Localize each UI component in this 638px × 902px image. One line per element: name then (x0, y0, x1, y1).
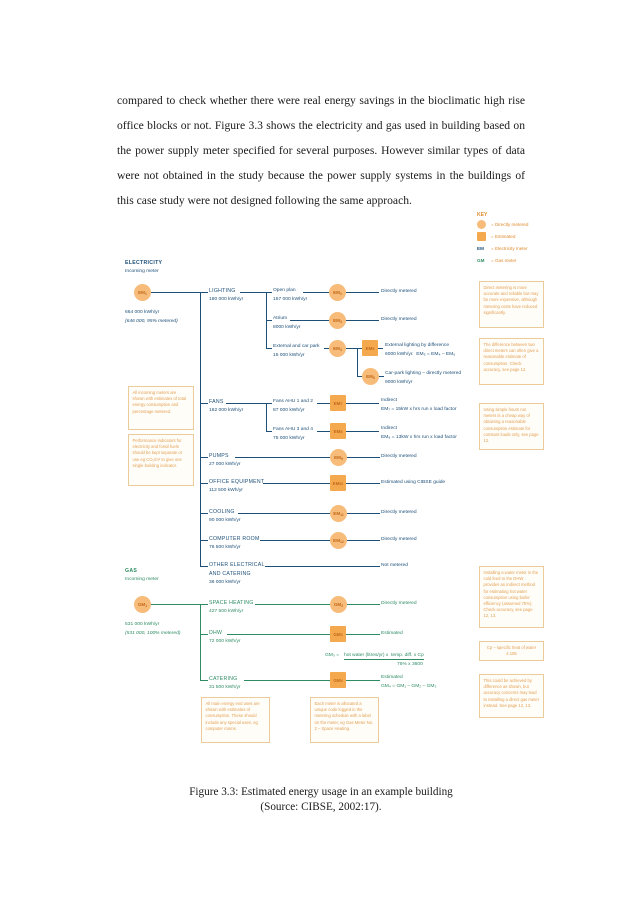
meter-gm3 (330, 626, 346, 642)
branch-line (200, 566, 208, 567)
branch-fans-value: 162 000 kWh/yr (209, 408, 244, 413)
branch-pumps-name: PUMPS (209, 453, 229, 459)
note-hours-run-meters: Using simple hours run meters is a cheap way of obtaining a reasonable consumption estimate for constant loads only, see page 12. (479, 403, 544, 450)
branch-catering-name: CATERING (209, 676, 238, 682)
branch-line (235, 457, 331, 458)
result-line (346, 403, 379, 404)
subbranch-line (317, 431, 331, 432)
result-line (347, 513, 380, 514)
branch-line (226, 403, 267, 404)
key-item-estimated (477, 231, 528, 242)
meter-em8 (330, 423, 346, 439)
meter-subscript: 4 (340, 347, 342, 352)
subbranch-line (303, 292, 330, 293)
dhw-formula-lead: GM₃ = (325, 653, 340, 658)
figure-caption (117, 785, 525, 815)
diagram-key (477, 212, 528, 266)
branch-cooling-name: COOLING (209, 509, 235, 515)
result-line (378, 348, 383, 349)
meter-subscript: 10 (339, 482, 344, 487)
note-performance-indicators: Performance indicators for electricity and fossil fuels should be kept separate or use eg CO₂/m² to give one single building indicator. (128, 434, 194, 486)
meter-subscript: 9 (341, 456, 343, 461)
result-office: Estimated using CIBSE guide (381, 480, 446, 485)
key-label: = Gas meter (491, 258, 517, 263)
body-paragraph: compared to check whether there were real energy savings in the bioclimatic high rise office blocks or not. Figure 3.3 shows the electricity and gas used in building based on the power supply meter specified for several purposes. However similar types of data were not obtained in the study because the power supply systems in the buildings of this case study were not designed following the same approach. (117, 94, 525, 207)
gas-trunk-line (151, 604, 201, 605)
result-other: Not metered (381, 563, 408, 568)
meter-subscript: 12 (340, 539, 344, 544)
sub-fans34-value: 75 000 kWh/yr (273, 436, 305, 441)
meter-label: EM (334, 455, 341, 460)
figure-diagram (0, 200, 638, 770)
branch-line (200, 292, 208, 293)
branch-other-value: 36 000 kWh/yr (209, 580, 241, 585)
meter-subscript: 5 (372, 347, 375, 352)
result-carpark-2: 9000 kWh/yr (385, 380, 413, 385)
sub-atrium-name: Atrium (273, 316, 288, 321)
branch-space-heating-name: SPACE HEATING (209, 600, 254, 606)
branch-dhw-name: DHW (209, 630, 223, 636)
result-cooling: Directly metered (381, 510, 417, 515)
branch-line (200, 513, 208, 514)
result-catering-2: GM₄ = GM₁ – GM₂ – GM₃ (381, 684, 437, 689)
gas-result-line (347, 604, 380, 605)
branch-fans-name: FANS (209, 399, 224, 405)
meter-subscript: 4 (340, 679, 343, 684)
gas-total: 531 000 kWh/yr (125, 622, 160, 627)
key-item-electricity-meter (477, 243, 528, 254)
meter-label: GM (333, 677, 341, 683)
meter-label: GM (333, 602, 342, 607)
key-item-directly-metered (477, 219, 528, 230)
result-pumps: Directly metered (381, 454, 417, 459)
sub-fans34-name: Fans AHU 3 and 4 (273, 427, 313, 432)
result-external-lighting-2: 6000 kWh/yr. EM₅ = EM₄ – EM₆ (385, 352, 456, 357)
result-dhw: Estimated (381, 631, 403, 636)
branch-line (240, 292, 267, 293)
sub-open-plan-value: 157 000 kWh/yr (273, 297, 308, 302)
fans-vertical (266, 403, 267, 431)
meter-label: EM (333, 346, 340, 351)
note-incoming-meters: All incoming meters are shown with estimates of total energy consumption and percentage metered. (128, 386, 194, 430)
note-catering-difference: This could be achieved by difference as shown, but accuracy concerns may lead to installing a direct gas meter instead. See page 12, 13. (479, 674, 544, 718)
result-fans12-1: Indirect (381, 398, 398, 403)
meter-em12 (330, 532, 347, 549)
subbranch-line (266, 292, 272, 293)
branch-line (238, 513, 331, 514)
meter-subscript: 1 (145, 603, 148, 608)
subbranch-line (317, 403, 331, 404)
trunk-vertical (200, 292, 201, 566)
branch-line (200, 403, 208, 404)
branch-line (263, 483, 331, 484)
directly-metered-icon (477, 220, 486, 229)
branch-computer-name: COMPUTER ROOM (209, 536, 260, 542)
result-carpark-1: Car-park lighting – directly metered (385, 371, 462, 376)
meter-label: GM (137, 602, 146, 607)
result-fans34-2: EM₈ = 13kW x hrs run x load factor (381, 435, 457, 440)
electricity-subheading: Incoming meter (125, 269, 159, 274)
subbranch-line (266, 320, 272, 321)
meter-label: EM (333, 511, 341, 516)
result-atrium: Directly metered (381, 317, 417, 322)
dhw-formula-denominator: 75% x 3600 (397, 662, 423, 667)
result-line (346, 320, 379, 321)
result-external-lighting-1: External lighting by difference (385, 343, 450, 348)
meter-label: EM (365, 345, 373, 351)
meter-em5 (362, 340, 378, 356)
branch-other-name-2: AND CATERING (209, 571, 251, 577)
em-abbrev: EM (477, 246, 484, 251)
sub-fans12-value: 87 000 kWh/yr (273, 408, 305, 413)
meter-subscript: 2 (341, 603, 344, 608)
branch-other-name-1: OTHER ELECTRICAL (209, 562, 265, 568)
note-specific-heat: Cp – specific heat of water 4.185 (479, 641, 544, 661)
sub-open-plan-name: Open plan (273, 288, 296, 293)
branch-line (260, 540, 331, 541)
meter-em11 (330, 505, 347, 522)
key-title: KEY (477, 212, 488, 218)
result-line (347, 457, 380, 458)
meter-label: GM (333, 631, 341, 637)
electricity-total: 664 000 kWh/yr (125, 310, 160, 315)
sub-fans12-name: Fans AHU 1 and 2 (273, 399, 313, 404)
gas-branch-line (255, 604, 331, 605)
gm-abbrev: GM (477, 258, 485, 263)
key-item-gas-meter (477, 255, 528, 266)
result-space-heating: Directly metered (381, 601, 417, 606)
meter-subscript: 2 (340, 291, 342, 296)
gas-branch-line (200, 634, 208, 635)
meter-em3 (329, 312, 346, 329)
branch-lighting-value: 180 000 kWh/yr (209, 297, 244, 302)
branch-line (200, 457, 208, 458)
gas-result-line (346, 634, 380, 635)
key-label: = Directly metered (491, 222, 529, 227)
meter-label: EM (333, 400, 341, 406)
key-label: = Estimated (491, 234, 516, 239)
meter-subscript: 8 (340, 430, 343, 435)
subbranch-line (266, 403, 272, 404)
gas-result-line (346, 680, 380, 681)
meter-label: EM (138, 290, 145, 295)
trunk-line (151, 292, 201, 293)
meter-label: EM (333, 538, 341, 543)
meter-em9 (330, 449, 347, 466)
meter-subscript: 3 (340, 633, 343, 638)
meter-gm2 (330, 596, 347, 613)
meter-subscript: 7 (340, 402, 343, 407)
result-catering-1: Estimated (381, 675, 403, 680)
meter-subscript: 6 (373, 375, 375, 380)
meter-label: EM (333, 428, 341, 434)
meter-gm1 (134, 596, 151, 613)
meter-em4 (329, 340, 346, 357)
gas-trunk-vertical (200, 604, 201, 680)
meter-gm4 (330, 672, 346, 688)
electricity-heading: ELECTRICITY (125, 260, 163, 266)
caption-line-2: (Source: CIBSE, 2002:17). (260, 801, 382, 813)
meter-subscript: 11 (340, 512, 344, 517)
meter-label: EM (366, 374, 373, 379)
branch-office-value: 112 500 kWh/yr (209, 488, 243, 493)
meter-em1 (134, 284, 151, 301)
sub-external-value: 15 000 kWh/yr (273, 353, 305, 358)
gas-metered: (531 000, 100% metered) (125, 631, 181, 636)
branch-pumps-value: 27 000 kWh/yr (209, 462, 241, 467)
meter-label: EM (333, 290, 340, 295)
branch-space-heating-value: 427 500 kWh/yr (209, 609, 244, 614)
branch-cooling-value: 90 000 kWh/yr (209, 518, 241, 523)
result-computer: Directly metered (381, 537, 417, 542)
branch-catering-value: 31 500 kWh/yr (209, 685, 241, 690)
sub-external-name: External and car park (273, 344, 320, 349)
branch-dhw-value: 72 000 kWh/yr (209, 639, 241, 644)
meter-subscript: 1 (145, 291, 147, 296)
result-fans12-2: EM₇ = 15kW x hrs run x load factor (381, 407, 457, 412)
meter-label: EM (333, 318, 340, 323)
gas-subheading: Incoming meter (125, 577, 159, 582)
note-direct-metering: Direct metering is more accurate and reliable but may be more expensive, although metering costs have reduced significantly. (479, 281, 544, 328)
meter-label: EM (332, 480, 340, 486)
result-line (347, 540, 380, 541)
gas-branch-line (200, 604, 208, 605)
key-label: = Electricity meter (491, 246, 528, 251)
electricity-metered: (646 000, 95% metered) (125, 319, 178, 324)
meter-em10 (330, 475, 346, 491)
result-line (379, 376, 384, 377)
gas-branch-line (244, 680, 331, 681)
caption-line-1: Figure 3.3: Estimated energy usage in an example building (189, 786, 453, 798)
branch-line (200, 540, 208, 541)
note-difference-meters: The difference between two direct meters can often give a reasonable estimate of consumption. Check accuracy, see page 12. (479, 338, 544, 385)
dhw-formula-numerator: hot water (litres/yr) x temp. diff. x Cp (344, 653, 424, 658)
result-open-plan: Directly metered (381, 289, 417, 294)
result-line (346, 431, 379, 432)
note-main-energy-end-uses: All main energy end uses are shown with estimates of consumption. These should include any special uses, eg computer rooms. (201, 697, 270, 743)
branch-lighting-name: LIGHTING (209, 288, 236, 294)
branch-line (265, 566, 380, 567)
meter-em2 (329, 284, 346, 301)
meter-em6 (362, 368, 379, 385)
gas-heading: GAS (125, 568, 138, 574)
estimated-icon (477, 232, 486, 241)
gas-branch-line (227, 634, 331, 635)
subbranch-line (290, 320, 330, 321)
result-fans34-1: Indirect (381, 426, 398, 431)
meter-subscript: 3 (340, 319, 342, 324)
result-line (346, 292, 379, 293)
note-water-meter-dhw: Installing a water meter in the cold feed to the DHW provides an indirect method for estimating hot water consumption using boiler efficiency (assumed 75%). Check accuracy, see page 12, 13. (479, 566, 544, 628)
gas-branch-line (200, 680, 208, 681)
sub-atrium-value: 8000 kWh/yr (273, 325, 301, 330)
note-meter-codes: Each meter is allocated a unique code logged in the metering schedule with a label on the meter, eg Gas Meter No. 2 – Space Heating. (310, 697, 379, 743)
subbranch-line (266, 431, 272, 432)
branch-computer-value: 76 500 kWh/yr (209, 545, 241, 550)
external-vertical (357, 348, 358, 376)
branch-office-name: OFFICE EQUIPMENT (209, 479, 265, 485)
branch-line (200, 483, 208, 484)
subbranch-line (266, 348, 272, 349)
result-line (346, 483, 380, 484)
meter-em7 (330, 395, 346, 411)
